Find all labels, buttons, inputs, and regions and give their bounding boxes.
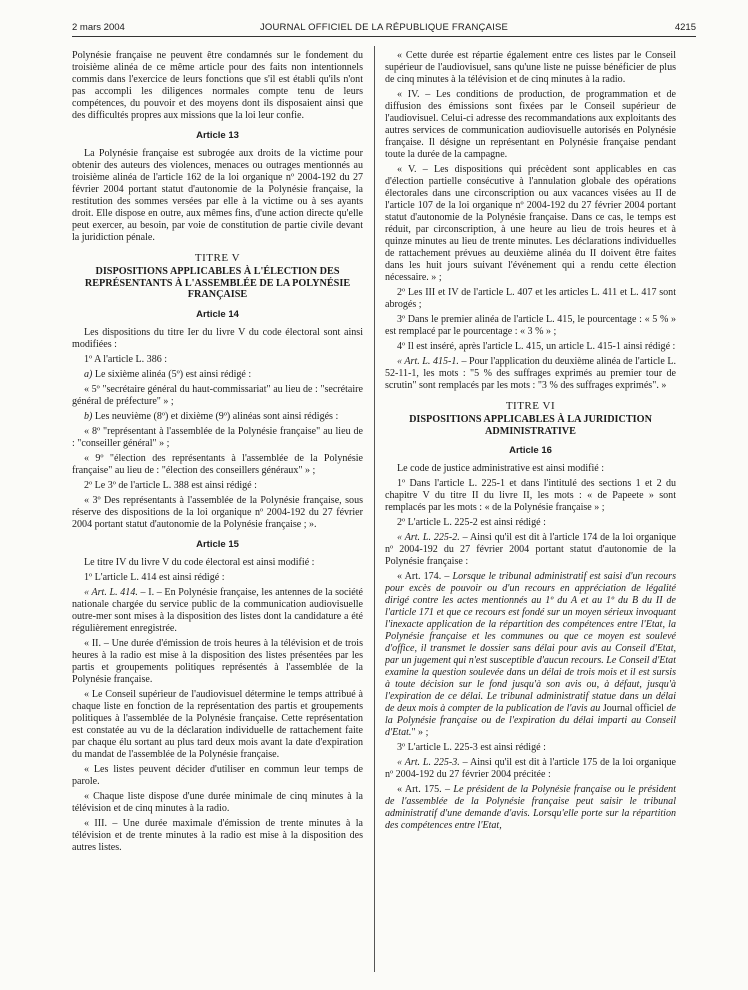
paragraph: Le code de justice administrative est ainsi modifié : xyxy=(397,463,605,474)
titre-v-subheading: DISPOSITIONS APPLICABLES À L'ÉLECTION DES REPRÉSENTANTS À L'ASSEMBLÉE DE LA POLYNÉSIE FRANÇAISE xyxy=(84,266,351,300)
paragraph: Polynésie française ne peuvent être condamnés sur le fondement du troisième alinéa de ce même article pour des faits non intentionnels commis dans l'exercice de leurs fonctions que s'il est établi qu'ils n'ont pas accompli les diligences normales compte tenu de leurs compétences, du pouvoir et des moyens dont ils disposaient ainsi que des difficultés propres aux missions que la loi leur confie. xyxy=(72,50,363,121)
header-date: 2 mars 2004 xyxy=(72,22,125,33)
quote-close: " » ; xyxy=(411,727,429,738)
right-column xyxy=(385,50,676,980)
article-13-heading: Article 13 xyxy=(196,130,239,141)
titre-v-heading: TITRE V xyxy=(194,252,241,264)
article-reference: « Art. L. 225-3. xyxy=(397,757,460,768)
quoted-text: Lorsque le tribunal administratif est saisi d'un recours pour excès de pouvoir ou d'un recours en appréciation de légalité dirigé contre les actes mentionnés au 1º du A et au 1º du B du II de l'article 171 et que ce recours est fondé sur un moyen sérieux invoquant l'inexacte application de la répartition des compétences entre l'Etat, la Polynésie française et les communes ou que ce moyen est soulevé d'office, il transmet le dossier sans délai pour avis au Conseil d'Etat, par un jugement qui n'est susceptible d'aucun recours. Le Conseil d'Etat examine la question soulevée dans un délai de trois mois et il est sursis à toute décision sur le fond jusqu'à son avis ou, à défaut, jusqu'à l'expiration de ce délai. Le tribunal administratif statue dans un délai de deux mois à compter de la publication de l'avis au xyxy=(385,571,676,714)
quoted-text: de la Polynésie française ou de l'expiration du délai imparti au Conseil d'Etat. xyxy=(385,703,676,738)
paragraph xyxy=(385,571,676,739)
item-text: Le sixième alinéa (5º) est ainsi rédigé : xyxy=(92,368,252,380)
titre-vi-heading: TITRE VI xyxy=(505,400,556,412)
paragraph: « 9º "élection des représentants à l'assemblée de la Polynésie française" au lieu de : "élection des conseillers généraux" » ; xyxy=(72,452,363,476)
header-page-number: 4215 xyxy=(674,22,696,33)
paragraph: La Polynésie française est subrogée aux droits de la victime pour obtenir des auteurs des violences, menaces ou outrages mentionnés au troisième alinéa de l'article 162 de la loi organique nº 2004-192 du 27 février 2004 portant statut d'autonomie de la Polynésie française, la restitution des sommes versées par elle à la victime ou à ses ayants droit. Elle dispose en outre, aux mêmes fins, d'une action directe qu'elle peut exercer, au besoin, par voie de constitution de partie civile devant la juridiction pénale. xyxy=(72,148,363,243)
titre-vi-subheading: DISPOSITIONS APPLICABLES À LA JURIDICTION ADMINISTRATIVE xyxy=(409,414,652,437)
paragraph: « Le Conseil supérieur de l'audiovisuel détermine le temps attribué à chaque liste en fonction de la représentation des partis et groupements politiques à l'assemblée de la Polynésie française. Cette représentation est constatée au vu de la déclaration individuelle de rattachement faite par chaque élu sortant au plus tard deux mois avant la date d'expiration du mandat de l'assemblée de la Polynésie française. xyxy=(72,688,363,760)
paragraph: « V. – Les dispositions qui précèdent sont applicables en cas d'élection partielle consécutive à l'annulation globale des opérations électorales dans une circonscription ou aux vacances visées au II de l'article 107 de la loi organique nº 2004-192 du 27 février 2004 portant statut d'autonomie de la Polynésie française. Dans ce cas, le temps est réduit, par circonscription, à une heure au lieu de trois heures et à quinze minutes au lieu de trente minutes. Les déclarations individuelles de rattachement prévues au deuxième alinéa du II doivent être faites dans les huit jours suivant l'événement qui a rendu cette élection nécessaire. » ; xyxy=(385,164,676,283)
header-journal-title: JOURNAL OFFICIEL DE LA RÉPUBLIQUE FRANÇAISE xyxy=(259,22,509,33)
paragraph xyxy=(72,587,363,635)
paragraph: « 8º "représentant à l'assemblée de la Polynésie française" au lieu de : "conseiller général" » ; xyxy=(72,425,363,449)
paragraph xyxy=(72,411,363,423)
left-column xyxy=(72,50,363,980)
article-reference: « Art. L. 415-1. xyxy=(397,356,459,367)
paragraph: « III. – Une durée maximale d'émission de trente minutes à la télévision et de trente minutes à la radio est mise à la disposition des autres listes. xyxy=(72,817,363,853)
paragraph: 1º Dans l'article L. 225-1 et dans l'intitulé des sections 1 et 2 du chapitre V du titre II du livre II, les mots : « de Papeete » sont remplacés par les mots : « de la Polynésie française » ; xyxy=(385,478,676,513)
item-letter: b) xyxy=(84,410,93,422)
paragraph xyxy=(72,369,363,381)
item-text: – Pour l'application du deuxième alinéa de l'article L. 52-11-1, les mots : "5 % des suffrages exprimés au premier tour de scrutin" sont remplacés par les mots : "3 % des suffrages exprimés". » xyxy=(385,356,676,391)
paragraph: 3º Dans le premier alinéa de l'article L. 415, le pourcentage : « 5 % » est remplacé par le pourcentage : « 3 % » ; xyxy=(385,314,676,337)
article-15-heading: Article 15 xyxy=(196,538,239,550)
paragraph: « Chaque liste dispose d'une durée minimale de cinq minutes à la télévision et de cinq minutes à la radio. xyxy=(72,790,363,814)
paragraph: 2º Les III et IV de l'article L. 407 et les articles L. 411 et L. 417 sont abrogés ; xyxy=(385,287,676,310)
article-14-heading: Article 14 xyxy=(196,308,239,320)
paragraph: 1º A l'article L. 386 : xyxy=(84,353,168,365)
item-text: – Ainsi qu'il est dit à l'article 175 de la loi organique nº 2004-192 du 27 février 2004 précitée : xyxy=(385,757,676,780)
paragraph: « 5º "secrétaire général du haut-commissariat" au lieu de : "secrétaire général de préfecture" » ; xyxy=(72,383,363,407)
item-letter: a) xyxy=(84,368,93,380)
item-text: – Ainsi qu'il est dit à l'article 174 de la loi organique nº 2004-192 du 27 février 2004 portant statut d'autonomie de la Polynésie française : xyxy=(385,532,676,567)
paragraph: 4º Il est inséré, après l'article L. 415, un article L. 415-1 ainsi rédigé : xyxy=(397,341,676,352)
page-header xyxy=(72,20,696,37)
paragraph: 2º L'article L. 225-2 est ainsi rédigé : xyxy=(397,517,546,528)
item-text: Les neuvième (8º) et dixième (9º) alinéas sont ainsi rédigés : xyxy=(92,410,339,422)
paragraph xyxy=(385,532,676,568)
article-16-heading: Article 16 xyxy=(509,445,552,456)
paragraph: « 3º Des représentants à l'assemblée de la Polynésie française, sous réserve des dispositions de la loi organique nº 2004-192 du 27 février 2004 portant statut d'autonomie de la Polynésie française ; ». xyxy=(72,494,363,530)
paragraph: 1º L'article L. 414 est ainsi rédigé : xyxy=(84,571,225,583)
paragraph: « II. – Une durée d'émission de trois heures à la télévision et de trois heures à la radio est mise à la disposition des listes présentées par les partis et groupements politiques représentés à l'assemblée de la Polynésie française. xyxy=(72,637,363,685)
paragraph: « Cette durée est répartie également entre ces listes par le Conseil supérieur de l'audiovisuel, sans qu'une liste ne puisse bénéficier de plus de cinq minutes à la télévision et de cinq minutes à la radio. xyxy=(385,50,676,85)
article-reference: « Art. L. 225-2. xyxy=(397,532,460,543)
paragraph: « IV. – Les conditions de production, de programmation et de diffusion des émissions sont fixées par le Conseil supérieur de l'audiovisuel. Celui-ci adresse des recommandations aux exploitants des autres services de communication audiovisuelle autorisés en Polynésie française. Il désigne un représentant en Polynésie française pendant toute la durée de la campagne. xyxy=(385,89,676,160)
paragraph: Le titre IV du livre V du code électoral est ainsi modifié : xyxy=(84,556,315,568)
paragraph: 3º L'article L. 225-3 est ainsi rédigé : xyxy=(397,742,546,753)
article-reference: « Art. L. 414. xyxy=(84,586,138,598)
paragraph xyxy=(385,784,676,832)
item-text: – I. – En Polynésie française, les antennes de la société nationale chargée du service public de la communication audiovisuelle outre-mer sont mises à la disposition des listes dont la candidature a été régulièrement enregistrée. xyxy=(72,586,363,634)
paragraph xyxy=(385,356,676,392)
paragraph: « Les listes peuvent décider d'utiliser en commun leur temps de parole. xyxy=(72,763,363,787)
paragraph: Les dispositions du titre Ier du livre V du code électoral sont ainsi modifiées : xyxy=(72,326,363,350)
column-divider xyxy=(374,46,375,972)
article-reference: « Art. 174. – xyxy=(397,571,453,582)
quoted-text: Le président de la Polynésie française ou le président de l'assemblée de la Polynésie française peut saisir le tribunal administratif d'une demande d'avis. Lorsqu'elle porte sur la répartition des compétences entre l'Etat, xyxy=(385,784,676,831)
journal-name: Journal officiel xyxy=(602,703,664,714)
paragraph: 2º Le 3º de l'article L. 388 est ainsi rédigé : xyxy=(84,479,257,491)
paragraph xyxy=(385,757,676,781)
article-reference: « Art. 175. – xyxy=(397,784,454,795)
